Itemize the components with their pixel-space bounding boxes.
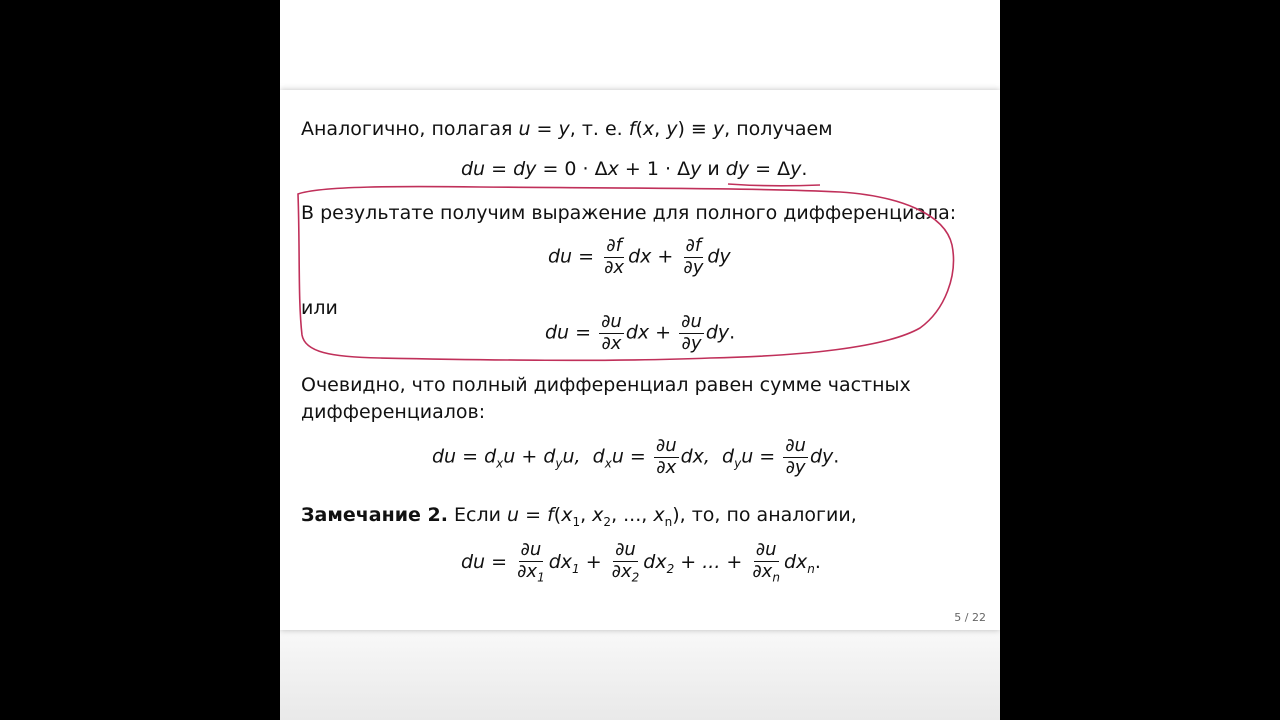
slide bbox=[280, 90, 1000, 630]
or-text: или bbox=[301, 297, 338, 319]
remark-line: Замечание 2. Если $u = f(x_1$, $x_2$, ..., $x_n$), то, по аналогии, bbox=[301, 504, 857, 529]
line-4: дифференциалов: bbox=[301, 401, 486, 423]
equation-3: du = $\frac{\partial u}{\partial x}$ dx + $\frac{\partial u}{\partial y}$ dy. bbox=[545, 311, 736, 354]
remark-label: Замечание 2. bbox=[301, 504, 448, 526]
equation-2: du = $\frac{\partial f}{\partial x}$ dx + $\frac{\partial f}{\partial y}$ dy bbox=[548, 235, 731, 278]
equation-5: du = $\frac{\partial u}{\partial x_1}$ $dx_1$ + $\frac{\partial u}{\partial x_2}$ $dx_2$ + ... + $\frac{\partial u}{\partial x_n}$ $dx_n$. bbox=[461, 539, 821, 585]
page-number: 5 / 22 bbox=[954, 611, 986, 624]
line-2: В результате получим выражение для полного дифференциала: bbox=[301, 202, 957, 224]
equation-4: du = $d_xu + d_yu$, $d_xu$ = $\frac{\partial u}{\partial x}$ dx, $d_yu$ = $\frac{\partial u}{\partial y}$ dy. bbox=[432, 435, 840, 478]
equation-1: du = dy = 0 · Δx + 1 · Δy и dy = Δy. bbox=[461, 158, 808, 180]
line-3: Очевидно, что полный дифференциал равен сумме частных bbox=[301, 374, 911, 396]
underline-stroke bbox=[728, 184, 820, 186]
line-1: Аналогично, полагая u = y, т. е. f(x, y) ≡ y, получаем bbox=[301, 118, 833, 140]
